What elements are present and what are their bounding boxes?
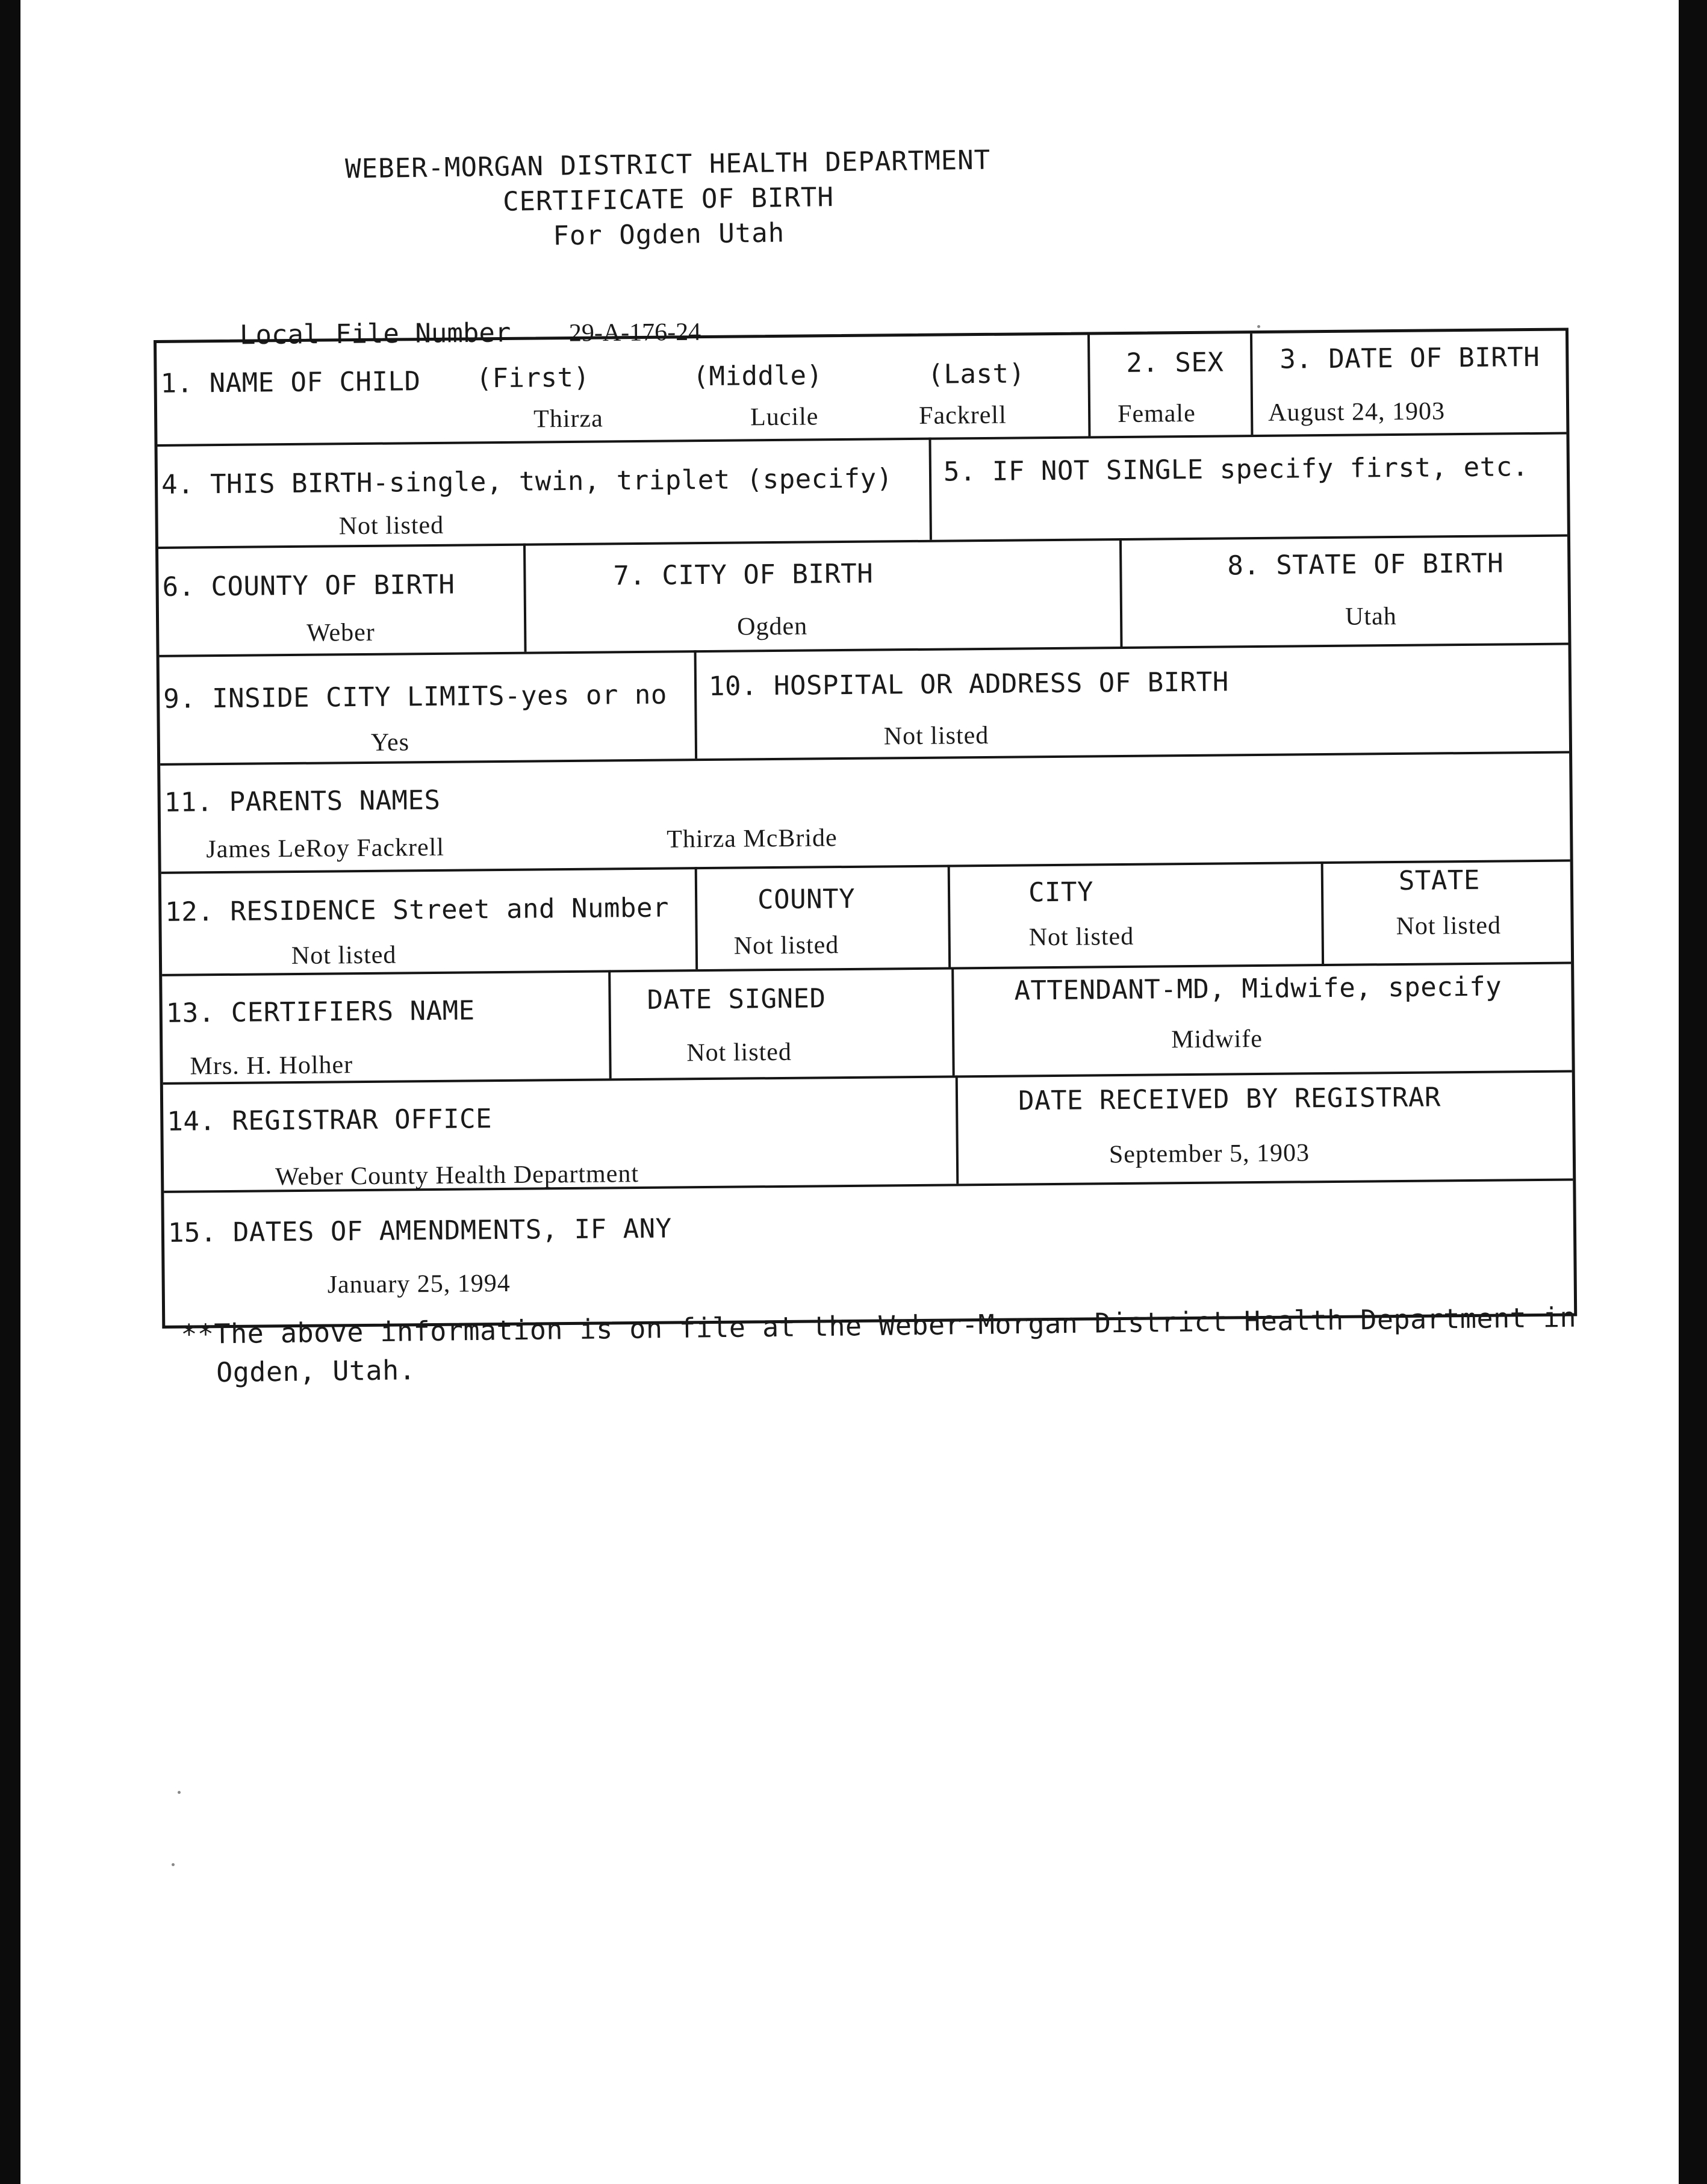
registrar-office-value: Weber County Health Department [275, 1160, 639, 1191]
date-of-birth-label: 3. DATE OF BIRTH [1279, 341, 1540, 375]
if-not-single-label: 5. IF NOT SINGLE specify first, etc. [943, 451, 1529, 488]
amendments-value: January 25, 1994 [327, 1269, 511, 1299]
residence-state-label: STATE [1398, 864, 1481, 896]
middle-name-value: Lucile [750, 403, 819, 432]
residence-cell [161, 867, 698, 974]
mother-name-value: Thirza McBride [667, 824, 838, 854]
date-received-label: DATE RECEIVED BY REGISTRAR [1018, 1082, 1441, 1117]
residence-city-cell [950, 861, 1324, 967]
first-name-label: (First) [476, 362, 590, 394]
city-of-birth-label: 7. CITY OF BIRTH [613, 558, 874, 592]
residence-county-value: Not listed [733, 931, 839, 960]
inside-city-limits-label: 9. INSIDE CITY LIMITS-yes or no [163, 679, 668, 715]
date-signed-label: DATE SIGNED [647, 983, 826, 1016]
date-of-birth-value: August 24, 1903 [1267, 397, 1446, 427]
footnote-line-1: **The above information is on file at the Weber-Morgan District Health Department in [181, 1301, 1577, 1350]
certifier-cell [162, 970, 612, 1082]
local-file-label: Local File Number [239, 317, 511, 351]
parents-names-label: 11. PARENTS NAMES [164, 784, 441, 818]
residence-city-label: CITY [1028, 876, 1094, 908]
scan-edge-right [1679, 0, 1707, 2184]
residence-county-label: COUNTY [757, 883, 856, 916]
certificate-title: CERTIFICATE OF BIRTH [502, 182, 835, 217]
hospital-cell [697, 643, 1570, 759]
date-of-birth-cell [1252, 331, 1566, 435]
department-title: WEBER-MORGAN DISTRICT HEALTH DEPARTMENT [344, 144, 991, 185]
city-of-birth-value: Ogden [736, 612, 808, 641]
county-of-birth-label: 6. COUNTY OF BIRTH [162, 569, 455, 603]
name-of-child-label: 1. NAME OF CHILD [160, 366, 421, 399]
form-row-5 [160, 751, 1570, 874]
sex-label: 2. SEX [1126, 347, 1224, 379]
attendant-label: ATTENDANT-MD, Midwife, specify [1014, 971, 1502, 1007]
amendments-label: 15. DATES OF AMENDMENTS, IF ANY [167, 1213, 672, 1249]
this-birth-cell [158, 438, 932, 547]
first-name-value: Thirza [533, 405, 603, 433]
attendant-value: Midwife [1171, 1025, 1263, 1054]
certificate-header [337, 143, 1000, 256]
form-row-4 [160, 643, 1570, 766]
residence-state-cell [1323, 860, 1571, 964]
middle-name-label: (Middle) [692, 360, 823, 392]
sex-cell [1090, 333, 1253, 436]
scan-speck [178, 1791, 181, 1794]
state-of-birth-label: 8. STATE OF BIRTH [1227, 548, 1504, 582]
if-not-single-cell [931, 432, 1567, 540]
registrar-office-label: 14. REGISTRAR OFFICE [167, 1103, 493, 1137]
form-row-7 [162, 961, 1572, 1084]
form-row-6 [161, 860, 1571, 976]
this-birth-label: 4. THIS BIRTH-single, twin, triplet (specify) [161, 463, 893, 500]
city-of-birth-cell [526, 538, 1123, 652]
certificate-form [154, 327, 1577, 1328]
local-file-value: 29-A-176-24 [568, 318, 701, 347]
certificate-location: For Ogden Utah [553, 217, 785, 252]
scan-speck [172, 1863, 175, 1866]
form-row-1 [157, 331, 1566, 447]
scan-speck [1257, 325, 1260, 328]
father-name-value: James LeRoy Fackrell [206, 833, 445, 864]
form-row-8 [163, 1070, 1573, 1193]
scan-edge-left [0, 0, 20, 2184]
name-of-child-cell [157, 335, 1090, 444]
date-signed-value: Not listed [686, 1038, 792, 1067]
residence-county-cell [697, 864, 951, 969]
date-received-value: September 5, 1903 [1108, 1139, 1310, 1169]
residence-city-value: Not listed [1028, 922, 1134, 952]
hospital-label: 10. HOSPITAL OR ADDRESS OF BIRTH [708, 666, 1229, 702]
county-of-birth-value: Weber [306, 618, 376, 647]
sex-value: Female [1117, 399, 1196, 429]
inside-city-limits-cell [160, 650, 698, 763]
residence-label: 12. RESIDENCE Street and Number [165, 892, 670, 928]
last-name-value: Fackrell [918, 401, 1007, 430]
residence-value: Not listed [291, 941, 397, 970]
certifier-value: Mrs. H. Holher [190, 1051, 353, 1081]
county-of-birth-cell [158, 544, 527, 655]
footnote-line-2: Ogden, Utah. [216, 1354, 416, 1389]
last-name-label: (Last) [927, 358, 1025, 390]
date-received-cell [958, 1070, 1573, 1184]
registrar-office-cell [163, 1075, 959, 1191]
certifier-label: 13. CERTIFIERS NAME [166, 995, 475, 1029]
attendant-cell [954, 961, 1572, 1075]
state-of-birth-value: Utah [1345, 603, 1397, 631]
form-row-2 [158, 432, 1567, 549]
date-signed-cell [611, 967, 955, 1078]
form-row-3 [158, 535, 1569, 657]
inside-city-limits-value: Yes [370, 728, 410, 757]
residence-state-value: Not listed [1396, 911, 1502, 941]
state-of-birth-cell [1122, 535, 1569, 647]
hospital-value: Not listed [883, 721, 989, 751]
this-birth-value: Not listed [338, 511, 444, 541]
